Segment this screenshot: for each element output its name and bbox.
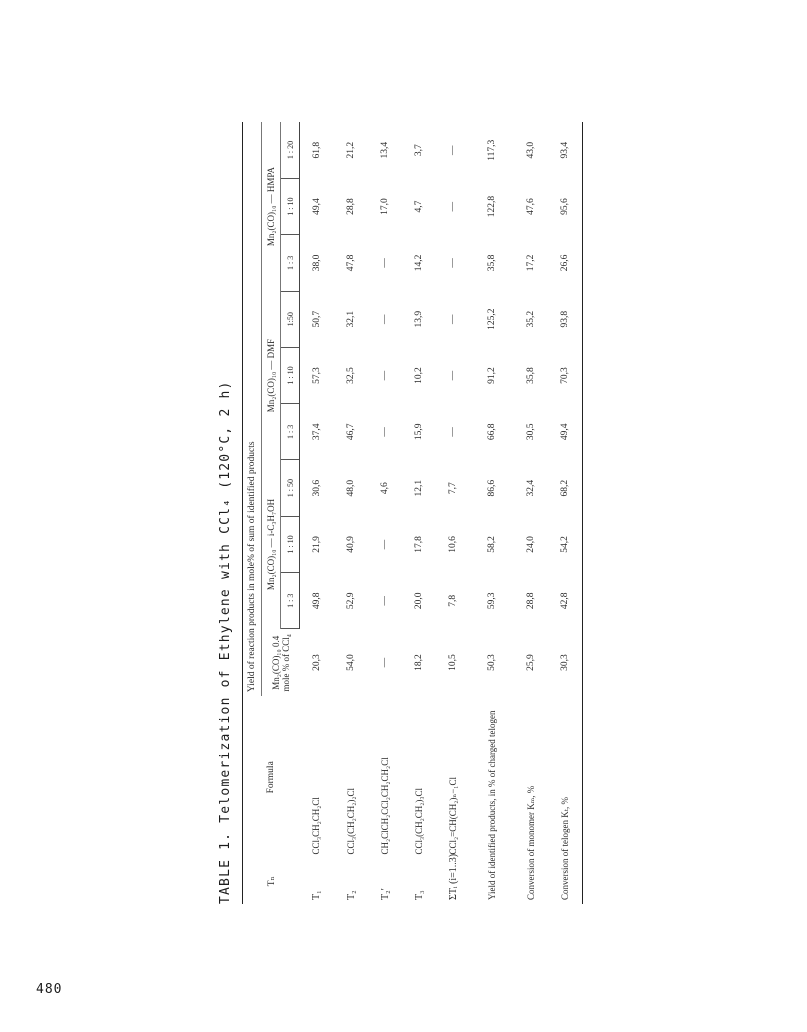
table-cell: — (448, 258, 458, 268)
table-cell: 125,2 (487, 308, 497, 330)
header-group-dmf: Mn₂(CO)₁₀ — DMF (262, 291, 281, 460)
table-cell: 20,0 (414, 592, 424, 610)
header-formula: Formula (243, 696, 300, 858)
table-cell: 4,6 (380, 482, 390, 495)
table-row (514, 122, 548, 904)
table-cell: 12,1 (414, 479, 424, 497)
table-cell: — (380, 370, 390, 381)
table-cell: — (448, 370, 458, 381)
row-label: Yield of identified products, in % of charged telogen (486, 710, 497, 900)
table-row (470, 122, 514, 904)
table-cell: 37,4 (312, 423, 322, 441)
row-formula: CCl₃(CH₂CH₂)₂Cl (345, 787, 356, 855)
table-cell: 54,0 (346, 654, 356, 671)
table-cell: 122,8 (487, 195, 497, 218)
table-cell: 50,3 (487, 654, 497, 671)
table-cell: 48,0 (346, 479, 356, 497)
table-cell: 10,6 (448, 536, 458, 553)
table-cell: 70,3 (548, 347, 583, 403)
ratio-header: 1 : 50 (281, 460, 300, 516)
ratio-header: 1 : 10 (281, 516, 300, 572)
table-cell: — (380, 657, 390, 668)
table-cell: 52,9 (346, 592, 356, 610)
table-cell: 93,8 (548, 291, 583, 347)
table-row (300, 122, 335, 904)
table-cell: 17,8 (414, 536, 424, 553)
row-label: Conversion of telogen Kₜ, % (548, 696, 583, 904)
table-cell: — (380, 539, 390, 550)
row-formula: CCl₂=CH(CH₂)ₙ−₁Cl (447, 777, 458, 855)
table-cell: — (448, 314, 458, 324)
table-cell: 49,4 (548, 404, 583, 460)
table-cell: 35,2 (526, 310, 536, 328)
ratio-header: 1 : 10 (281, 178, 300, 234)
table-cell: — (448, 201, 458, 212)
table-cell: 117,3 (487, 139, 497, 161)
table-caption: TABLE 1. Telomerization of Ethylene with CCl₄ (120°C, 2 h) (218, 380, 233, 904)
table-cell: 57,3 (312, 367, 322, 384)
header-group-hmpa: Mn₂(CO)₁₀ — HMPA (262, 122, 281, 291)
table-cell: 86,6 (487, 479, 497, 497)
table-cell: — (380, 258, 390, 268)
table-cell: 54,2 (548, 516, 583, 572)
row-label: Conversion of monomer Kₘ, % (525, 785, 536, 900)
table-cell: 47,6 (526, 198, 536, 215)
table-cell: 43,0 (526, 141, 536, 159)
table-cell: 18,2 (414, 654, 424, 671)
page-number: 480 (36, 982, 63, 997)
table-cell: 32,5 (346, 367, 356, 384)
table-cell: 30,5 (526, 423, 536, 441)
table-cell: 13,9 (414, 310, 424, 328)
table-cell: 91,2 (487, 367, 497, 384)
table-row (334, 122, 368, 904)
table-cell: 14,2 (414, 254, 424, 272)
table-cell: 21,2 (346, 141, 356, 159)
table-cell: 66,8 (487, 423, 497, 441)
table-cell: 25,9 (526, 654, 536, 671)
row-tn: ΣTᵢ (i=1..3) (447, 853, 459, 900)
table-cell: — (448, 427, 458, 437)
ratio-header: 1 : 10 (281, 347, 300, 403)
table-cell: 20,3 (311, 654, 322, 671)
table-cell: 7,8 (448, 594, 458, 607)
table-row (436, 122, 470, 904)
row-formula: CH₂ClCH₂CCl₂CH₂CH₂Cl (379, 757, 390, 855)
table-cell: 32,4 (526, 479, 536, 497)
table-cell: 59,3 (487, 592, 497, 610)
table-cell: 10,5 (448, 654, 458, 671)
table-row (368, 122, 402, 904)
table-cell: 32,1 (346, 310, 356, 328)
table-cell: 15,9 (414, 423, 424, 441)
ratio-header: 1 : 3 (281, 235, 300, 291)
table-cell: 35,8 (526, 367, 536, 384)
ratio-header: 1:50 (281, 291, 300, 347)
table-cell: 49,4 (312, 198, 322, 215)
table-cell: 42,8 (548, 573, 583, 629)
row-formula: CCl₃(CH₂CH₂)₃Cl (413, 787, 424, 855)
table-cell: 46,7 (346, 423, 356, 441)
row-tn: T₂′ (379, 888, 391, 900)
table-cell: 26,6 (548, 235, 583, 291)
table-cell: 30,6 (312, 479, 322, 497)
header-group-ipa: Mn₂(CO)₁₀ — i-C₃H₇OH (262, 460, 281, 629)
table-cell: 68,2 (548, 460, 583, 516)
table-cell: 3,7 (414, 144, 424, 157)
table-cell: 50,7 (312, 310, 322, 328)
table-cell: 13,4 (380, 141, 390, 159)
table-cell: 17,2 (526, 254, 536, 272)
table-cell: 49,8 (312, 592, 322, 610)
table-cell: 61,8 (312, 141, 322, 159)
table-cell: 7,7 (448, 482, 458, 495)
row-tn: T₃ (413, 890, 425, 900)
table-cell: 21,9 (312, 536, 322, 553)
ratio-header: 1 : 3 (281, 404, 300, 460)
table-cell: 4,7 (414, 200, 424, 213)
table-cell: 35,8 (487, 254, 497, 272)
header-tn: Tₙ (243, 859, 300, 904)
table-cell: — (448, 145, 458, 155)
row-tn: T₂ (345, 890, 357, 900)
data-table (242, 122, 583, 904)
ratio-header: 1 : 20 (281, 122, 300, 178)
table-cell: 10,2 (414, 367, 424, 384)
table-cell: — (380, 596, 390, 606)
row-tn: T₁ (311, 890, 323, 900)
header-mn-only: Mn₂(CO)₁₀ 0.4 mole % of CCl₄ (270, 634, 291, 692)
rotated-table-block (210, 114, 610, 904)
table-cell: 93,4 (548, 122, 583, 178)
table-cell: 47,8 (346, 254, 356, 272)
ratio-header: 1 : 3 (281, 573, 300, 629)
table-row (402, 122, 436, 904)
table-cell: 58,2 (487, 536, 497, 553)
table-row (548, 122, 583, 904)
table-cell: 95,6 (548, 178, 583, 234)
table-cell: 40,9 (346, 536, 356, 553)
header-yield-group: Yield of reaction products in mole% of sum of identified products (243, 122, 262, 696)
table-cell: 17,0 (380, 198, 390, 215)
table-cell: — (380, 314, 390, 324)
table-cell: — (380, 427, 390, 437)
row-formula: CCl₃CH₂CH₂Cl (311, 797, 322, 855)
table-cell: 30,3 (548, 629, 583, 696)
table-cell: 28,8 (526, 592, 536, 610)
table-cell: 38,0 (312, 254, 322, 272)
table-cell: 28,8 (346, 198, 356, 215)
table-cell: 24,0 (526, 536, 536, 553)
